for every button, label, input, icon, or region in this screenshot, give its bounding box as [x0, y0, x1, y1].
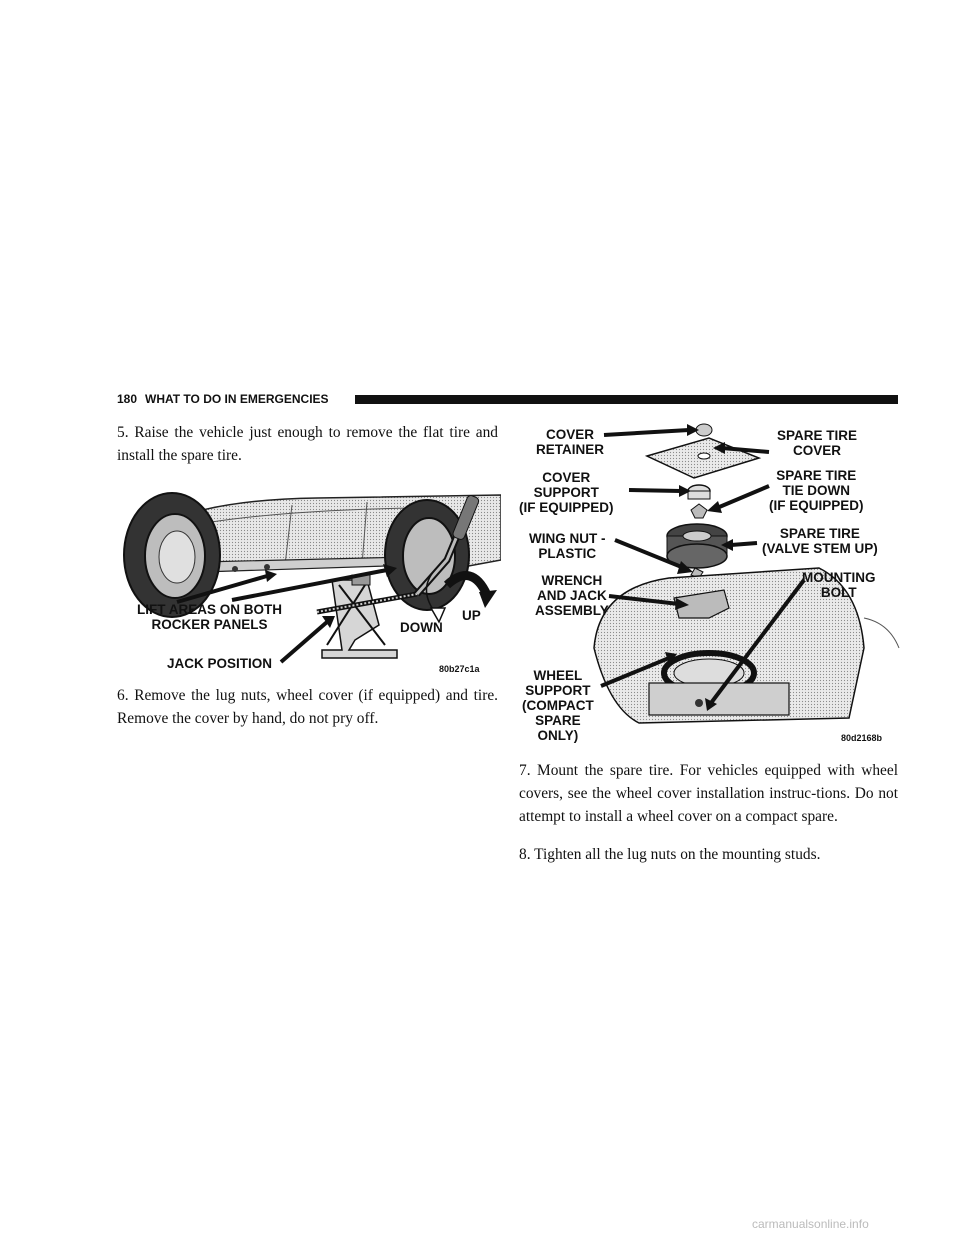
step-6-text: 6. Remove the lug nuts, wheel cover (if equipped) and tire. Remove the cover by hand, do not pry off.: [117, 687, 498, 727]
wrench-jack-label: WRENCH AND JACK ASSEMBLY: [535, 573, 609, 618]
watermark: carmanualsonline.info: [752, 1217, 869, 1231]
jack-drawing: [117, 490, 501, 678]
spare-tire-tie-down-label: SPARE TIRE TIE DOWN (IF EQUIPPED): [769, 468, 864, 513]
spare-tire-illustration: [519, 418, 900, 748]
step-5-text: 5. Raise the vehicle just enough to remove the flat tire and install the spare tire.: [117, 424, 498, 464]
section-title: WHAT TO DO IN EMERGENCIES: [145, 392, 329, 406]
jack-position-label: JACK POSITION: [167, 656, 273, 671]
cover-retainer-label: COVER RETAINER: [536, 427, 605, 457]
spare-tire-valve-label: SPARE TIRE (VALVE STEM UP): [762, 526, 878, 556]
step-8-text: 8. Tighten all the lug nuts on the mounting studs.: [519, 846, 821, 863]
up-label: UP: [462, 608, 481, 623]
figure-code: 80b27c1a: [439, 664, 480, 674]
step-7-text: 7. Mount the spare tire. For vehicles equipped with wheel covers, see the wheel cover installation instruc-tions. Do not attempt to install a wheel cover on a compact spare.: [519, 762, 898, 825]
wing-nut-label: WING NUT - PLASTIC: [529, 531, 606, 561]
lift-areas-label: LIFT AREAS ON BOTH ROCKER PANELS: [137, 602, 282, 632]
page-header: [117, 391, 898, 409]
jack-position-illustration: [117, 490, 501, 678]
page-number: 180: [117, 392, 138, 406]
figure-code: 80d2168b: [841, 733, 883, 743]
wheel-support-label: WHEEL SUPPORT (COMPACT SPARE ONLY): [522, 668, 594, 743]
spare-tire-cover-label: SPARE TIRE COVER: [777, 428, 858, 458]
cover-support-label: COVER SUPPORT (IF EQUIPPED): [519, 470, 614, 515]
header-rule: [355, 395, 898, 404]
mounting-bolt-label: MOUNTING BOLT: [802, 570, 876, 600]
down-label: DOWN: [400, 620, 443, 635]
